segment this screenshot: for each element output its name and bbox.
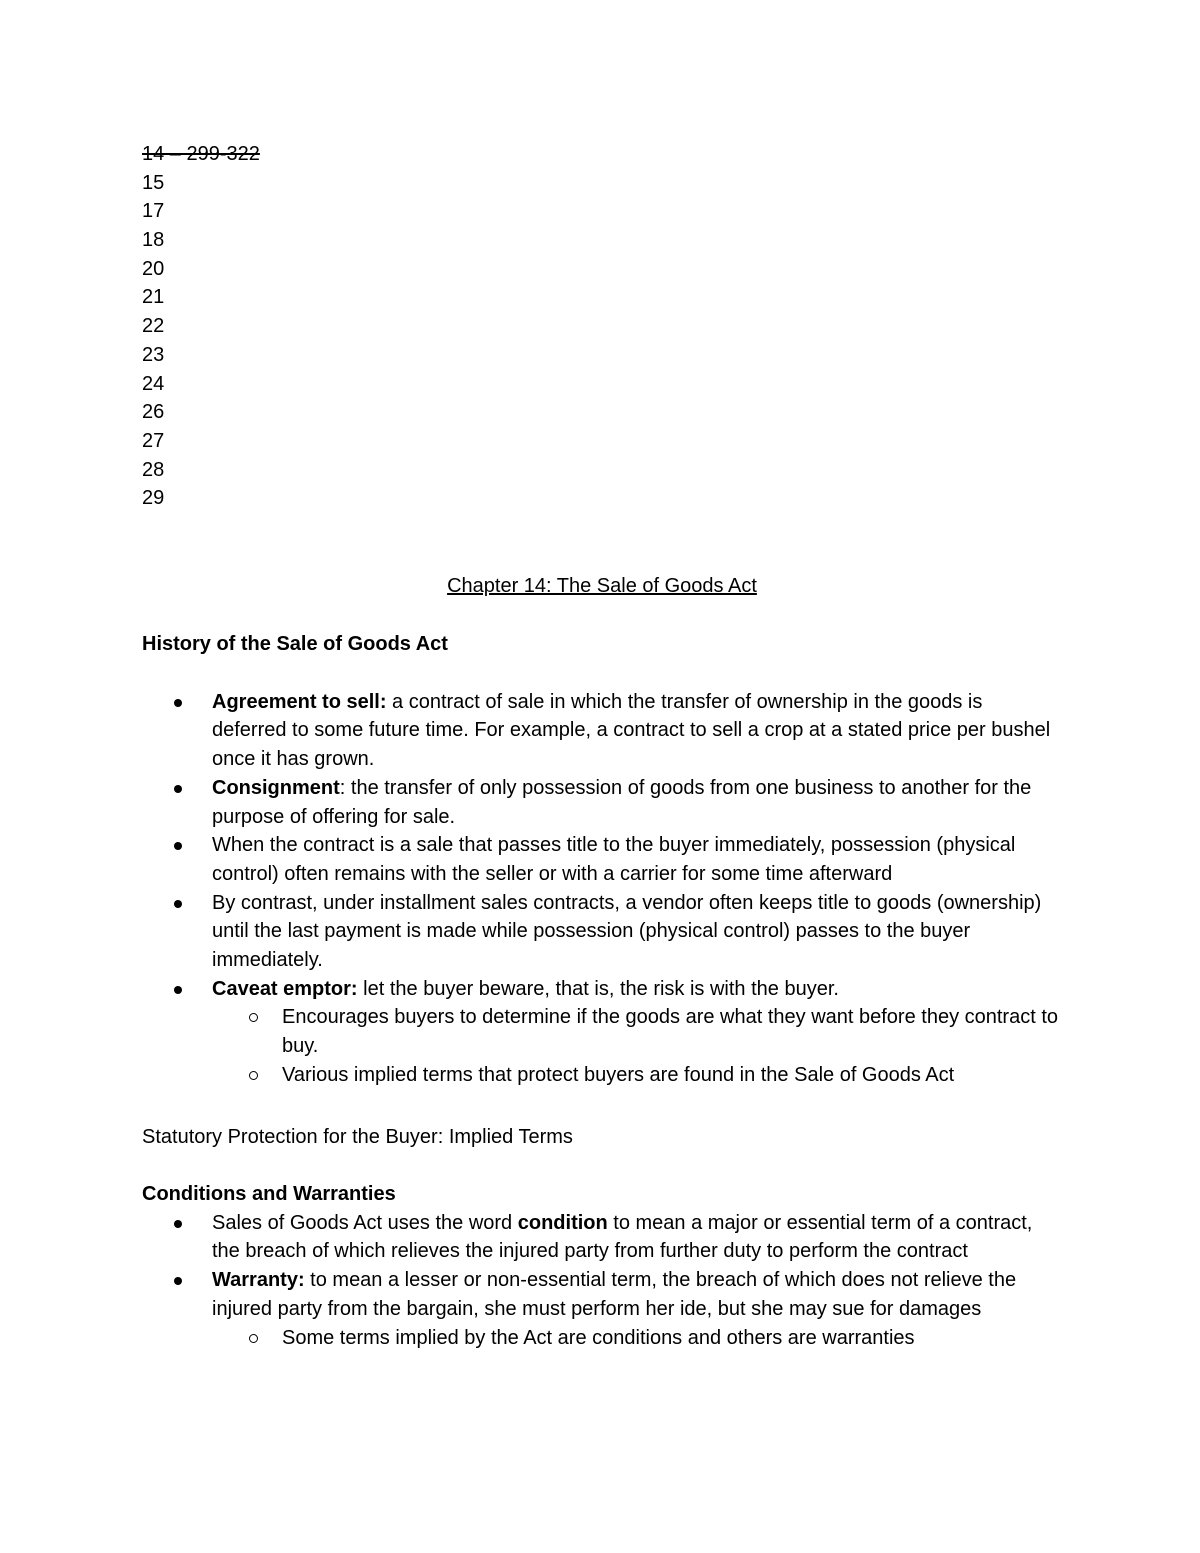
document-page — [142, 140, 1062, 1349]
list-item — [142, 774, 1062, 831]
number-item: 24 — [142, 372, 165, 395]
circle-bullet-icon — [249, 1071, 258, 1080]
bullet-text: By contrast, under installment sales contracts, a vendor often keeps title to goods (ownership) until the last payment is made while possession (physical control) passes to the buyer immediately. — [212, 891, 1042, 972]
term-label: Agreement to sell: — [212, 690, 387, 713]
number-item: 20 — [142, 257, 165, 280]
conditions-heading: Conditions and Warranties — [142, 1183, 396, 1205]
bullet-icon — [174, 900, 182, 908]
bullet-icon — [174, 785, 182, 793]
list-item — [142, 688, 1062, 774]
term-definition: let the buyer beware, that is, the risk is with the buyer. — [357, 977, 839, 1000]
number-item: 17 — [142, 200, 165, 223]
statutory-heading: Statutory Protection for the Buyer: Implied Terms — [142, 1126, 573, 1148]
term-label: Warranty: — [212, 1269, 305, 1292]
warranty-sub-list — [212, 1324, 1062, 1353]
bold-term: condition — [517, 1211, 608, 1234]
bullet-icon — [174, 1277, 182, 1285]
sub-bullet-text: Encourages buyers to determine if the goods are what they want before they contract to buy. — [282, 1006, 1059, 1058]
bullet-text-end: to mean a major or essential term of a contract, the breach of which relieves the injured party from further duty to perform the contract — [212, 1211, 1033, 1263]
sub-list-item — [212, 1003, 1062, 1060]
bullet-icon — [174, 986, 182, 994]
number-item: 18 — [142, 229, 165, 252]
struck-number-line: 14 – 299-322 — [142, 143, 260, 165]
list-item — [142, 1209, 1062, 1266]
number-item: 23 — [142, 343, 165, 366]
bullet-text-start: Sales of Goods Act uses the word — [212, 1211, 518, 1234]
history-section — [142, 630, 1062, 1090]
chapter-title: Chapter 14: The Sale of Goods Act — [447, 575, 757, 597]
term-label: Consignment — [212, 776, 340, 799]
circle-bullet-icon — [249, 1334, 258, 1343]
sub-bullet-text: Various implied terms that protect buyers are found in the Sale of Goods Act — [282, 1063, 955, 1086]
sub-list-item — [212, 1061, 1062, 1090]
conditions-section — [142, 1180, 1062, 1352]
term-definition: to mean a lesser or non-essential term, the breach of which does not relieve the injured party from the bargain, she must perform her ide, but she may sue for damages — [212, 1269, 1017, 1320]
list-item — [142, 831, 1062, 888]
number-item: 29 — [142, 487, 165, 510]
circle-bullet-icon — [249, 1013, 258, 1022]
list-item — [142, 975, 1062, 1090]
bullet-text: When the contract is a sale that passes title to the buyer immediately, possession (physical control) often remains with the seller or with a carrier for some time afterward — [212, 834, 1016, 885]
term-label: Caveat emptor: — [212, 977, 358, 1000]
list-item — [142, 889, 1062, 975]
list-item — [142, 1266, 1062, 1352]
bullet-icon — [174, 842, 182, 850]
number-item: 22 — [142, 315, 165, 338]
bullet-icon — [174, 699, 182, 707]
caveat-sub-list — [212, 1003, 1062, 1089]
bullet-icon — [174, 1220, 182, 1228]
page-number-list — [142, 140, 1062, 513]
number-item: 27 — [142, 429, 165, 452]
number-item: 21 — [142, 286, 165, 309]
sub-list-item — [212, 1324, 1062, 1353]
sub-bullet-text: Some terms implied by the Act are conditions and others are warranties — [282, 1326, 915, 1349]
history-heading: History of the Sale of Goods Act — [142, 633, 448, 655]
term-definition: : the transfer of only possession of goods from one business to another for the purpose of offering for sale. — [212, 776, 1032, 828]
term-definition: a contract of sale in which the transfer of ownership in the goods is deferred to some future time. For example, a contract to sell a crop at a stated price per bushel once it has grown. — [212, 690, 1051, 771]
history-bullet-list — [142, 688, 1062, 1090]
number-item: 28 — [142, 458, 165, 481]
number-item: 26 — [142, 401, 165, 424]
conditions-bullet-list — [142, 1209, 1062, 1353]
number-item: 15 — [142, 171, 165, 194]
